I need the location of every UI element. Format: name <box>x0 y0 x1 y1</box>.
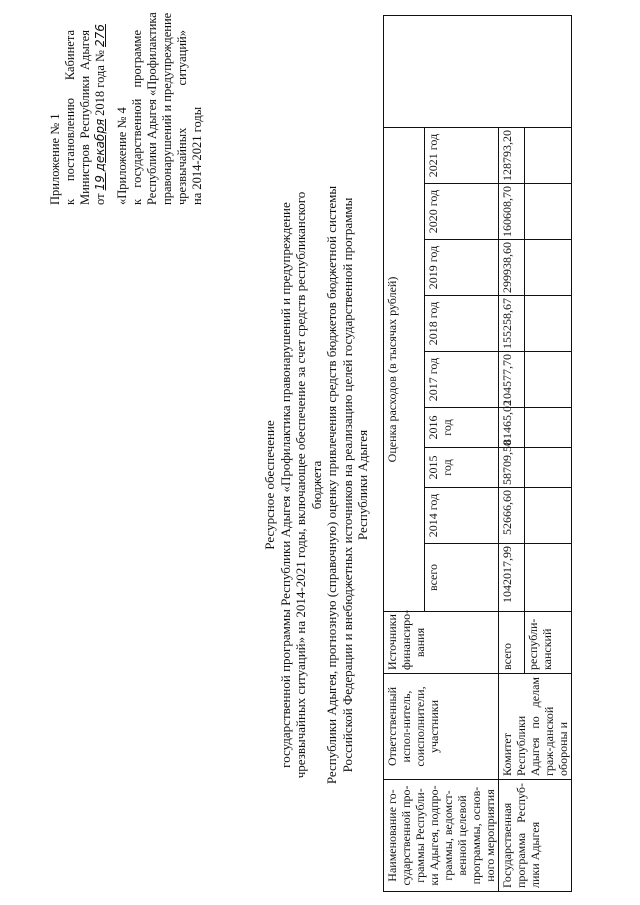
empty-cell <box>524 240 571 296</box>
annex-1-heading <box>48 24 108 205</box>
empty-cell <box>524 408 571 448</box>
title-line: Республики Адыгея <box>355 429 370 541</box>
value-2020: 160608,70 <box>499 184 525 240</box>
empty-cell <box>524 184 571 240</box>
empty-cell <box>524 488 571 544</box>
annex-1-word: Кабинета <box>63 30 77 81</box>
header-program-name: Наименование го-сударственной про-граммы Республи-ки Адыгея, подпро-граммы, ведомст-венной целевой программы, основ-ного мероприятия <box>384 780 499 892</box>
header-responsible: Ответственный испол-нитель, соисполнители, участники <box>384 674 499 780</box>
empty-cell <box>524 352 571 408</box>
annex-4-word: чрезвычайных <box>175 127 189 205</box>
handwritten-date: 19 декабря <box>93 118 107 191</box>
title-line: государственной программы Республики Адыгея «Профилактика правонарушений и предупреждение <box>277 202 293 768</box>
header-year: 2019 год <box>424 240 498 296</box>
empty-cell <box>524 127 571 183</box>
header-year: 2021 год <box>424 127 498 183</box>
value-2017: 104577,70 <box>499 352 525 408</box>
header-year: 2017 год <box>424 352 498 408</box>
header-year: 2018 год <box>424 296 498 352</box>
blank-cell <box>384 15 572 127</box>
annex-4-word: государственной <box>130 98 144 188</box>
empty-cell <box>524 448 571 488</box>
handwritten-number: 276 <box>93 24 107 48</box>
value-2019: 299938,60 <box>499 240 525 296</box>
value-2015: 58709,50 <box>499 448 525 488</box>
title-line: Ресурсное обеспечение <box>262 420 277 550</box>
value-2021: 128793,20 <box>499 127 525 183</box>
annex-4-word: к <box>130 198 144 205</box>
program-name-cell: Государственная программа Респуб-лики Адыгея <box>499 780 572 892</box>
annex-1-word: 2018 года № <box>93 50 107 116</box>
header-year: 2014 год <box>424 488 498 544</box>
value-2014: 52666,60 <box>499 488 525 544</box>
title-line: чрезвычайных ситуаций» на 2014-2021 годы, включающее обеспечение за счет средств республиканского бюджета <box>293 191 324 779</box>
value-total: 1042017,99 <box>499 544 525 612</box>
header-year: 2016 год <box>424 408 498 448</box>
title-line: Республики Адыгея, прогнозную (справочную) оценку привлечения средств бюджетов бюджетной системы <box>324 185 339 785</box>
empty-cell <box>524 296 571 352</box>
annex-4-line: Республики Адыгея «Профилактика <box>145 12 159 205</box>
empty-cell <box>524 544 571 612</box>
table-row <box>499 15 525 891</box>
annex-1-word: постановлению <box>63 97 77 182</box>
annex-1-label: Приложение № 1 <box>48 113 62 205</box>
title-line: Российской Федерации и внебюджетных источников на реализацию целей государственной программы <box>339 197 355 773</box>
annex-4-word: ситуаций» <box>175 30 189 86</box>
value-2016: 81465,02 <box>499 408 525 448</box>
header-expense-estimate: Оценка расходов (в тысячах рублей) <box>384 127 425 611</box>
header-total: всего <box>424 544 498 612</box>
annex-4-label: «Приложение № 4 <box>115 107 129 205</box>
resource-table <box>383 15 572 892</box>
annex-4-heading <box>115 12 205 205</box>
source-cell: республи-канский <box>524 612 571 674</box>
annex-1-word: Министров <box>78 144 92 205</box>
responsible-cell: Комитет Республики Адыгея по делам граж-данской обороны и <box>499 674 572 780</box>
header-year: 2020 год <box>424 184 498 240</box>
header-funding-source: Источники финансиро-вания <box>384 612 499 674</box>
annex-1-word: Адыгея <box>78 30 92 71</box>
value-2018: 155258,67 <box>499 296 525 352</box>
annex-4-line: на 2014-2021 годы <box>190 106 204 205</box>
annex-4-line: правонарушений и предупреждение <box>160 12 174 205</box>
source-cell: всего <box>499 612 525 674</box>
annex-1-word: к <box>63 198 77 205</box>
annex-1-word: Республики <box>78 75 92 139</box>
table-header-row <box>384 15 425 891</box>
annex-1-word: от <box>93 193 107 205</box>
header-year: 2015 год <box>424 448 498 488</box>
annex-4-word: программе <box>130 30 144 88</box>
document-title <box>262 185 371 785</box>
